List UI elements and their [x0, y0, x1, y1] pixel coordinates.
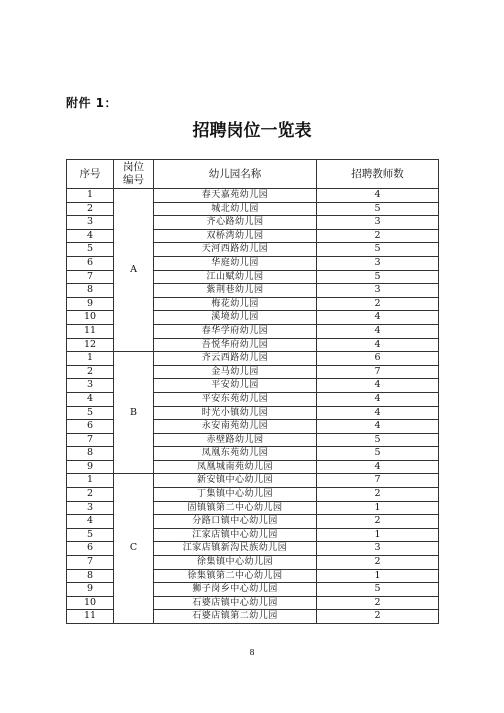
cell-seq: 10	[67, 596, 114, 610]
cell-teacher-count: 4	[317, 338, 439, 352]
cell-kindergarten-name: 分路口镇中心幼儿园	[154, 515, 317, 529]
cell-kindergarten-name: 固镇镇第二中心幼儿园	[154, 501, 317, 515]
table-row	[67, 189, 439, 203]
cell-kindergarten-name: 赤壁路幼儿园	[154, 433, 317, 447]
cell-post-code: B	[114, 352, 154, 474]
cell-kindergarten-name: 齐心路幼儿园	[154, 216, 317, 230]
cell-teacher-count: 2	[317, 556, 439, 570]
header-count: 招聘教师数	[317, 160, 439, 189]
cell-seq: 9	[67, 460, 114, 474]
cell-seq: 1	[67, 474, 114, 488]
cell-teacher-count: 2	[317, 515, 439, 529]
cell-kindergarten-name: 春天嘉苑幼儿园	[154, 189, 317, 203]
cell-kindergarten-name: 春华学府幼儿园	[154, 324, 317, 338]
cell-seq: 3	[67, 216, 114, 230]
cell-seq: 5	[67, 406, 114, 420]
cell-seq: 8	[67, 284, 114, 298]
cell-kindergarten-name: 吾悦华府幼儿园	[154, 338, 317, 352]
cell-teacher-count: 2	[317, 610, 439, 624]
cell-seq: 9	[67, 583, 114, 597]
cell-teacher-count: 3	[317, 216, 439, 230]
table-row	[67, 474, 439, 488]
cell-kindergarten-name: 凤凰城南苑幼儿园	[154, 460, 317, 474]
cell-teacher-count: 5	[317, 270, 439, 284]
cell-seq: 12	[67, 338, 114, 352]
cell-seq: 2	[67, 488, 114, 502]
cell-seq: 7	[67, 270, 114, 284]
header-post: 岗位编号	[114, 160, 154, 189]
cell-teacher-count: 4	[317, 460, 439, 474]
cell-kindergarten-name: 时光小镇幼儿园	[154, 406, 317, 420]
cell-seq: 2	[67, 365, 114, 379]
cell-kindergarten-name: 溪境幼儿园	[154, 311, 317, 325]
cell-teacher-count: 3	[317, 284, 439, 298]
cell-seq: 1	[67, 189, 114, 203]
cell-kindergarten-name: 江家店镇新沟民族幼儿园	[154, 542, 317, 556]
cell-kindergarten-name: 双桥湾幼儿园	[154, 229, 317, 243]
cell-teacher-count: 3	[317, 256, 439, 270]
cell-teacher-count: 4	[317, 392, 439, 406]
cell-kindergarten-name: 平安东苑幼儿园	[154, 392, 317, 406]
cell-teacher-count: 2	[317, 297, 439, 311]
cell-seq: 7	[67, 433, 114, 447]
cell-kindergarten-name: 平安幼儿园	[154, 379, 317, 393]
cell-teacher-count: 2	[317, 229, 439, 243]
cell-teacher-count: 2	[317, 488, 439, 502]
cell-kindergarten-name: 梅花幼儿园	[154, 297, 317, 311]
recruitment-table	[66, 159, 439, 624]
cell-kindergarten-name: 华庭幼儿园	[154, 256, 317, 270]
cell-kindergarten-name: 天河西路幼儿园	[154, 243, 317, 257]
cell-teacher-count: 7	[317, 474, 439, 488]
cell-teacher-count: 4	[317, 189, 439, 203]
cell-post-code: C	[114, 474, 154, 624]
cell-kindergarten-name: 石婆店镇中心幼儿园	[154, 596, 317, 610]
cell-kindergarten-name: 永安南苑幼儿园	[154, 420, 317, 434]
cell-seq: 6	[67, 420, 114, 434]
cell-teacher-count: 5	[317, 202, 439, 216]
cell-teacher-count: 5	[317, 243, 439, 257]
cell-post-code: A	[114, 189, 154, 352]
cell-kindergarten-name: 金马幼儿园	[154, 365, 317, 379]
cell-teacher-count: 4	[317, 406, 439, 420]
cell-seq: 7	[67, 556, 114, 570]
cell-teacher-count: 4	[317, 311, 439, 325]
cell-kindergarten-name: 狮子岗乡中心幼儿园	[154, 583, 317, 597]
cell-kindergarten-name: 城北幼儿园	[154, 202, 317, 216]
cell-teacher-count: 7	[317, 365, 439, 379]
cell-teacher-count: 3	[317, 542, 439, 556]
cell-seq: 4	[67, 392, 114, 406]
page-title: 招聘岗位一览表	[192, 121, 312, 141]
cell-teacher-count: 4	[317, 324, 439, 338]
table-header-row	[67, 160, 439, 189]
cell-teacher-count: 4	[317, 379, 439, 393]
cell-seq: 5	[67, 243, 114, 257]
cell-kindergarten-name: 紫荆巷幼儿园	[154, 284, 317, 298]
cell-seq: 6	[67, 542, 114, 556]
cell-seq: 8	[67, 569, 114, 583]
table-row	[67, 352, 439, 366]
header-name: 幼儿园名称	[154, 160, 317, 189]
header-seq: 序号	[67, 160, 114, 189]
cell-kindergarten-name: 凤凰东苑幼儿园	[154, 447, 317, 461]
cell-teacher-count: 4	[317, 420, 439, 434]
page-number: 8	[249, 648, 255, 657]
cell-seq: 6	[67, 256, 114, 270]
cell-teacher-count: 5	[317, 583, 439, 597]
cell-seq: 2	[67, 202, 114, 216]
cell-seq: 10	[67, 311, 114, 325]
cell-teacher-count: 1	[317, 569, 439, 583]
cell-seq: 9	[67, 297, 114, 311]
cell-kindergarten-name: 丁集镇中心幼儿园	[154, 488, 317, 502]
table-body	[67, 189, 439, 624]
cell-kindergarten-name: 江家店镇中心幼儿园	[154, 528, 317, 542]
cell-seq: 11	[67, 324, 114, 338]
cell-kindergarten-name: 徐集镇第二中心幼儿园	[154, 569, 317, 583]
cell-kindergarten-name: 江山赋幼儿园	[154, 270, 317, 284]
cell-teacher-count: 5	[317, 447, 439, 461]
cell-kindergarten-name: 石婆店镇第二幼儿园	[154, 610, 317, 624]
cell-teacher-count: 6	[317, 352, 439, 366]
cell-seq: 8	[67, 447, 114, 461]
cell-seq: 3	[67, 379, 114, 393]
cell-teacher-count: 1	[317, 528, 439, 542]
cell-seq: 4	[67, 229, 114, 243]
cell-kindergarten-name: 新安镇中心幼儿园	[154, 474, 317, 488]
cell-seq: 11	[67, 610, 114, 624]
cell-seq: 4	[67, 515, 114, 529]
cell-kindergarten-name: 齐云西路幼儿园	[154, 352, 317, 366]
attachment-label: 附件 1：	[66, 96, 118, 110]
cell-teacher-count: 5	[317, 433, 439, 447]
cell-seq: 5	[67, 528, 114, 542]
cell-seq: 3	[67, 501, 114, 515]
cell-seq: 1	[67, 352, 114, 366]
cell-kindergarten-name: 徐集镇中心幼儿园	[154, 556, 317, 570]
cell-teacher-count: 2	[317, 596, 439, 610]
cell-teacher-count: 1	[317, 501, 439, 515]
